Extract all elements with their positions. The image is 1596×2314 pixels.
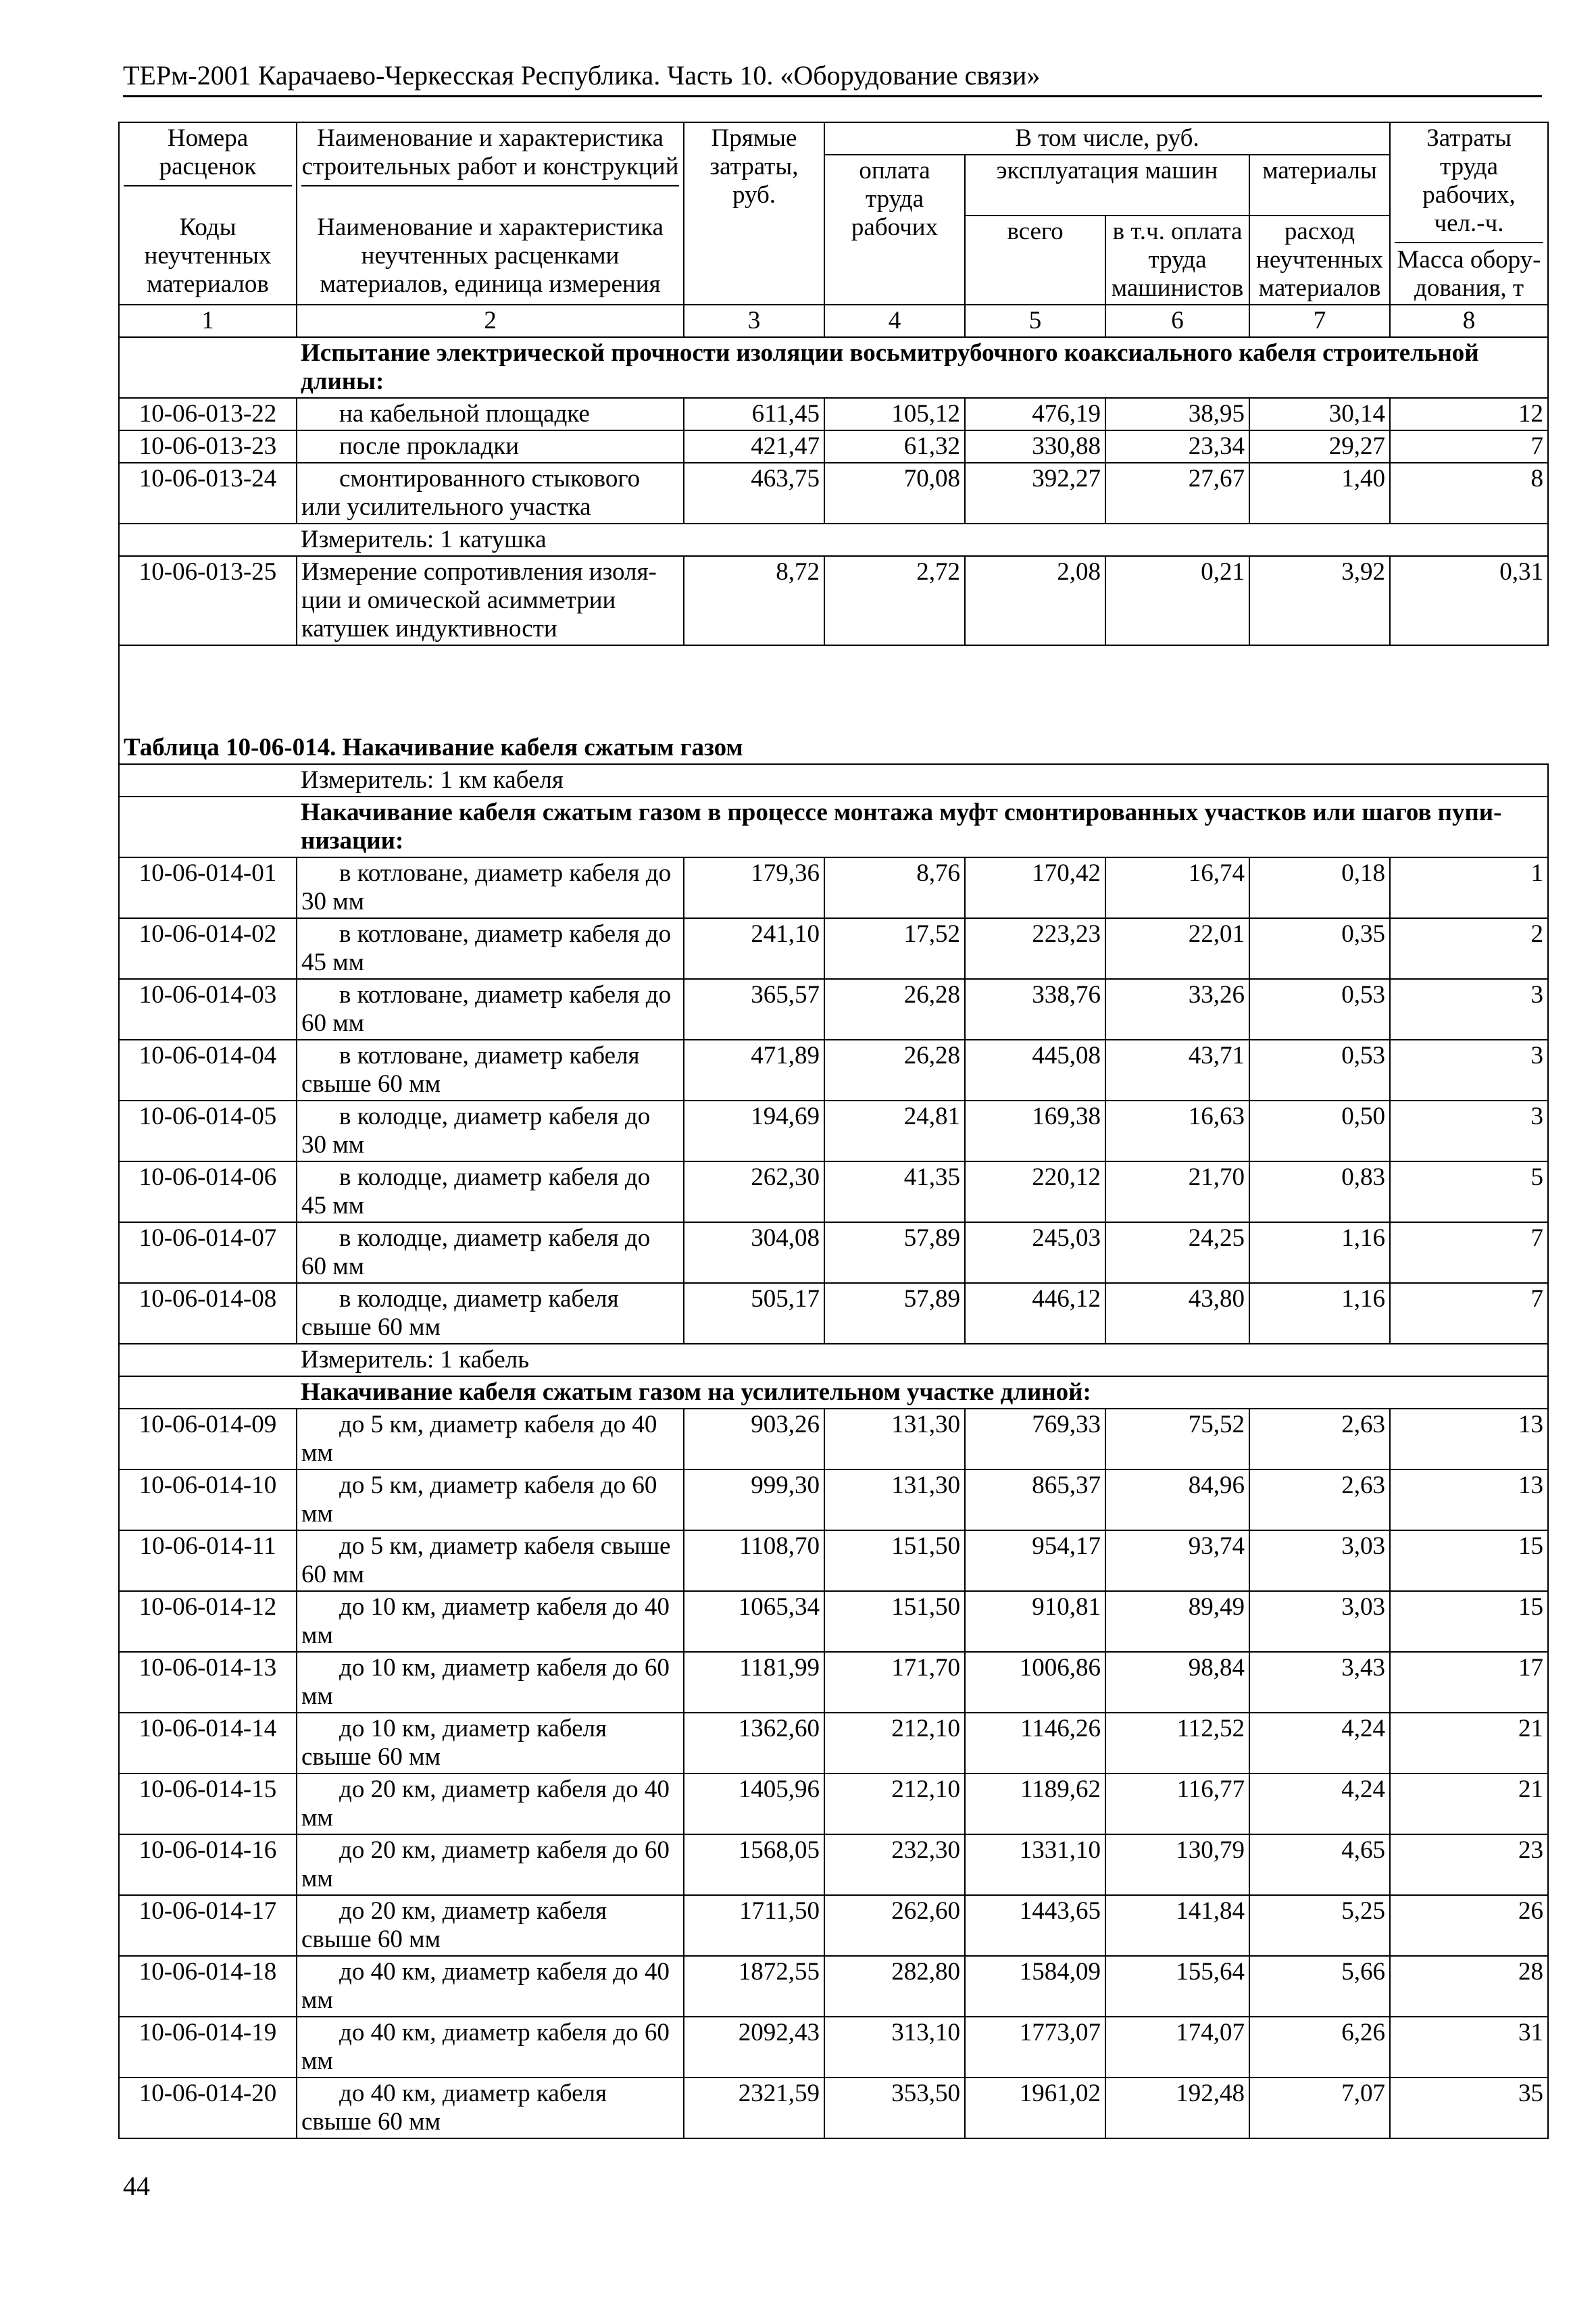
worker-wages-cell: 70,08 xyxy=(824,463,965,524)
rate-name-text: в колодце, диаметр кабеля до 60 мм xyxy=(301,1224,651,1280)
labor-costs-cell: 3 xyxy=(1390,1101,1548,1161)
rate-code: 10-06-014-15 xyxy=(119,1774,297,1834)
worker-wages-cell: 8,76 xyxy=(824,857,965,918)
worker-wages-cell: 26,28 xyxy=(824,1040,965,1101)
rate-name-text: в котловане, диаметр кабеля до 60 мм xyxy=(301,981,672,1037)
rate-code: 10-06-014-10 xyxy=(119,1469,297,1530)
rate-code: 10-06-014-19 xyxy=(119,2017,297,2078)
table-row xyxy=(119,1283,1548,1344)
direct-costs-cell: 2092,43 xyxy=(684,2017,824,2078)
rate-code: 10-06-013-25 xyxy=(119,556,297,645)
direct-costs-cell: 365,57 xyxy=(684,979,824,1040)
table-row xyxy=(119,398,1548,430)
materials-cell: 0,35 xyxy=(1249,918,1390,979)
machines-total-cell: 446,12 xyxy=(965,1283,1105,1344)
direct-costs-cell: 304,08 xyxy=(684,1222,824,1283)
page-number: 44 xyxy=(123,2171,150,2201)
materials-cell: 0,18 xyxy=(1249,857,1390,918)
table-row xyxy=(119,979,1548,1040)
labor-costs-cell: 7 xyxy=(1390,430,1548,463)
column-numbers-row xyxy=(119,305,1548,337)
col-number: 2 xyxy=(297,305,684,337)
rate-name-text: в колодце, диаметр кабеля до 30 мм xyxy=(301,1103,651,1159)
rate-code: 10-06-014-20 xyxy=(119,2078,297,2138)
materials-cell: 1,16 xyxy=(1249,1283,1390,1344)
unit-spacer xyxy=(119,1344,297,1376)
rate-name-text: до 20 км, диаметр кабеля до 40 мм xyxy=(301,1776,670,1832)
page-header: ТЕРм-2001 Карачаево-Черкесская Республика. Часть 10. «Оборудование связи» xyxy=(123,59,1542,97)
materials-cell: 5,25 xyxy=(1249,1895,1390,1956)
rate-name-text: до 10 км, диаметр кабеля до 60 мм xyxy=(301,1654,670,1710)
materials-cell: 3,03 xyxy=(1249,1530,1390,1591)
section-row xyxy=(119,337,1548,398)
rate-name xyxy=(297,556,684,645)
col-number: 8 xyxy=(1390,305,1548,337)
machinist-wages-cell: 155,64 xyxy=(1105,1956,1249,2017)
unit-label: Измеритель: 1 катушка xyxy=(297,524,1548,556)
machinist-wages-cell: 43,80 xyxy=(1105,1283,1249,1344)
rate-name xyxy=(297,979,684,1040)
worker-wages-cell: 131,30 xyxy=(824,1409,965,1469)
rate-code: 10-06-014-16 xyxy=(119,1834,297,1895)
machinist-wages-cell: 0,21 xyxy=(1105,556,1249,645)
table-row xyxy=(119,857,1548,918)
materials-cell: 6,26 xyxy=(1249,2017,1390,2078)
unit-spacer xyxy=(119,524,297,556)
machines-total-cell: 338,76 xyxy=(965,979,1105,1040)
machines-total-cell: 954,17 xyxy=(965,1530,1105,1591)
machines-total-cell: 220,12 xyxy=(965,1161,1105,1222)
direct-costs-cell: 1065,34 xyxy=(684,1591,824,1652)
machines-total-cell: 1331,10 xyxy=(965,1834,1105,1895)
col-labor-top: Затраты труда рабочих, чел.-ч. xyxy=(1422,124,1516,237)
materials-cell: 1,40 xyxy=(1249,463,1390,524)
direct-costs-cell: 463,75 xyxy=(684,463,824,524)
materials-cell: 0,53 xyxy=(1249,1040,1390,1101)
rate-name xyxy=(297,918,684,979)
machines-total-cell: 169,38 xyxy=(965,1101,1105,1161)
worker-wages-cell: 61,32 xyxy=(824,430,965,463)
machinist-wages-cell: 116,77 xyxy=(1105,1774,1249,1834)
direct-costs-cell: 505,17 xyxy=(684,1283,824,1344)
materials-cell: 0,50 xyxy=(1249,1101,1390,1161)
unit-row xyxy=(119,764,1548,797)
direct-costs-cell: 179,36 xyxy=(684,857,824,918)
col-number: 3 xyxy=(684,305,824,337)
labor-costs-cell: 15 xyxy=(1390,1591,1548,1652)
worker-wages-cell: 353,50 xyxy=(824,2078,965,2138)
rate-name xyxy=(297,1774,684,1834)
labor-costs-cell: 31 xyxy=(1390,2017,1548,2078)
rate-name-text: в котловане, диаметр кабеля свыше 60 мм xyxy=(301,1042,640,1098)
machinist-wages-cell: 174,07 xyxy=(1105,2017,1249,2078)
direct-costs-cell: 1108,70 xyxy=(684,1530,824,1591)
rate-name-text: в котловане, диаметр кабеля до 30 мм xyxy=(301,859,672,915)
table-row xyxy=(119,1469,1548,1530)
rate-name xyxy=(297,1956,684,2017)
materials-cell: 3,03 xyxy=(1249,1591,1390,1652)
table-row xyxy=(119,918,1548,979)
col-incl-header: В том числе, руб. xyxy=(824,122,1390,155)
subsection-row xyxy=(119,797,1548,857)
machines-total-cell: 330,88 xyxy=(965,430,1105,463)
rate-name xyxy=(297,1591,684,1652)
section-spacer xyxy=(119,797,297,857)
section-spacer xyxy=(119,337,297,398)
worker-wages-cell: 41,35 xyxy=(824,1161,965,1222)
materials-cell: 3,92 xyxy=(1249,556,1390,645)
machinist-wages-cell: 84,96 xyxy=(1105,1469,1249,1530)
table-row xyxy=(119,1591,1548,1652)
direct-costs-cell: 2321,59 xyxy=(684,2078,824,2138)
rate-code: 10-06-014-09 xyxy=(119,1409,297,1469)
labor-costs-cell: 28 xyxy=(1390,1956,1548,2017)
labor-costs-cell: 7 xyxy=(1390,1283,1548,1344)
rate-name xyxy=(297,2017,684,2078)
machines-total-cell: 476,19 xyxy=(965,398,1105,430)
rate-name xyxy=(297,1895,684,1956)
rate-name-text: до 20 км, диаметр кабеля свыше 60 мм xyxy=(301,1897,607,1953)
rate-code: 10-06-014-07 xyxy=(119,1222,297,1283)
rate-code: 10-06-014-05 xyxy=(119,1101,297,1161)
rate-code: 10-06-014-17 xyxy=(119,1895,297,1956)
direct-costs-cell: 903,26 xyxy=(684,1409,824,1469)
table-row xyxy=(119,1774,1548,1834)
labor-costs-cell: 3 xyxy=(1390,1040,1548,1101)
machines-total-cell: 170,42 xyxy=(965,857,1105,918)
rate-name xyxy=(297,430,684,463)
machines-total-cell: 392,27 xyxy=(965,463,1105,524)
col-code-bottom: Коды неучтенных материалов xyxy=(144,213,272,298)
col-name-header xyxy=(297,122,684,305)
direct-costs-cell: 1872,55 xyxy=(684,1956,824,2017)
machines-total-cell: 445,08 xyxy=(965,1040,1105,1101)
worker-wages-cell: 212,10 xyxy=(824,1713,965,1774)
direct-costs-cell: 421,47 xyxy=(684,430,824,463)
unit-label: Измеритель: 1 км кабеля xyxy=(297,764,1548,797)
col-machines-total: всего xyxy=(965,216,1105,305)
worker-wages-cell: 212,10 xyxy=(824,1774,965,1834)
rate-name-text: до 5 км, диаметр кабеля до 60 мм xyxy=(301,1472,657,1528)
table-row xyxy=(119,1713,1548,1774)
rate-name-text: до 20 км, диаметр кабеля до 60 мм xyxy=(301,1836,670,1892)
table-row xyxy=(119,2017,1548,2078)
labor-costs-cell: 5 xyxy=(1390,1161,1548,1222)
machines-total-cell: 245,03 xyxy=(965,1222,1105,1283)
labor-costs-cell: 13 xyxy=(1390,1469,1548,1530)
direct-costs-cell: 262,30 xyxy=(684,1161,824,1222)
worker-wages-cell: 171,70 xyxy=(824,1652,965,1713)
rate-code: 10-06-013-22 xyxy=(119,398,297,430)
table-row xyxy=(119,2078,1548,2138)
rate-code: 10-06-014-02 xyxy=(119,918,297,979)
direct-costs-cell: 999,30 xyxy=(684,1469,824,1530)
section-title: Накачивание кабеля сжатым газом в процессе монтажа муфт смонтированных участков или шагов пупи-низации: xyxy=(297,797,1548,857)
machinist-wages-cell: 75,52 xyxy=(1105,1409,1249,1469)
rate-code: 10-06-013-24 xyxy=(119,463,297,524)
direct-costs-cell: 611,45 xyxy=(684,398,824,430)
col-number: 6 xyxy=(1105,305,1249,337)
rate-name xyxy=(297,1283,684,1344)
rate-name xyxy=(297,1834,684,1895)
rate-code: 10-06-014-04 xyxy=(119,1040,297,1101)
col-wages: оплата труда рабочих xyxy=(824,155,965,305)
materials-cell: 3,43 xyxy=(1249,1652,1390,1713)
machines-total-cell: 1584,09 xyxy=(965,1956,1105,2017)
labor-costs-cell: 13 xyxy=(1390,1409,1548,1469)
rate-name-text: после прокладки xyxy=(339,432,520,460)
col-labor-bottom: Масса обору-дования, т xyxy=(1397,246,1541,302)
machinist-wages-cell: 130,79 xyxy=(1105,1834,1249,1895)
direct-costs-cell: 241,10 xyxy=(684,918,824,979)
rate-name xyxy=(297,1409,684,1469)
table-row xyxy=(119,1161,1548,1222)
materials-cell: 4,24 xyxy=(1249,1713,1390,1774)
table-title-row xyxy=(119,696,1548,764)
col-machinist-wages: в т.ч. оплата труда машинистов xyxy=(1105,216,1249,305)
machinist-wages-cell: 27,67 xyxy=(1105,463,1249,524)
col-machines: эксплуатация машин xyxy=(965,155,1249,216)
machinist-wages-cell: 98,84 xyxy=(1105,1652,1249,1713)
rate-name xyxy=(297,1713,684,1774)
labor-costs-cell: 12 xyxy=(1390,398,1548,430)
machinist-wages-cell: 38,95 xyxy=(1105,398,1249,430)
materials-cell: 4,24 xyxy=(1249,1774,1390,1834)
machinist-wages-cell: 16,74 xyxy=(1105,857,1249,918)
rate-name xyxy=(297,1652,684,1713)
direct-costs-cell: 1362,60 xyxy=(684,1713,824,1774)
direct-costs-cell: 1711,50 xyxy=(684,1895,824,1956)
table-row xyxy=(119,1895,1548,1956)
machinist-wages-cell: 21,70 xyxy=(1105,1161,1249,1222)
labor-costs-cell: 17 xyxy=(1390,1652,1548,1713)
table-row xyxy=(119,1652,1548,1713)
col-labor-header xyxy=(1390,122,1548,305)
table-spacer xyxy=(119,645,1548,696)
header-row xyxy=(119,122,1548,155)
col-name-bottom: Наименование и характеристика неучтенных расценками материалов, единица измерения xyxy=(317,213,664,298)
materials-cell: 1,16 xyxy=(1249,1222,1390,1283)
rate-name-text: до 10 км, диаметр кабеля свыше 60 мм xyxy=(301,1715,607,1771)
rate-code: 10-06-014-18 xyxy=(119,1956,297,2017)
materials-cell: 29,27 xyxy=(1249,430,1390,463)
rate-name-text: до 40 км, диаметр кабеля до 40 мм xyxy=(301,1958,670,2014)
machinist-wages-cell: 89,49 xyxy=(1105,1591,1249,1652)
rate-code: 10-06-014-01 xyxy=(119,857,297,918)
rate-name-text: до 5 км, диаметр кабеля свыше 60 мм xyxy=(301,1532,671,1588)
labor-costs-cell: 23 xyxy=(1390,1834,1548,1895)
rate-name xyxy=(297,1530,684,1591)
worker-wages-cell: 57,89 xyxy=(824,1283,965,1344)
col-material-consumption: расход неучтенных материалов xyxy=(1249,216,1390,305)
machinist-wages-cell: 112,52 xyxy=(1105,1713,1249,1774)
rate-code: 10-06-014-06 xyxy=(119,1161,297,1222)
materials-cell: 0,83 xyxy=(1249,1161,1390,1222)
rate-name-text: до 10 км, диаметр кабеля до 40 мм xyxy=(301,1593,670,1649)
materials-cell: 7,07 xyxy=(1249,2078,1390,2138)
direct-costs-cell: 1181,99 xyxy=(684,1652,824,1713)
rate-code: 10-06-014-14 xyxy=(119,1713,297,1774)
rate-code: 10-06-014-12 xyxy=(119,1591,297,1652)
rate-name xyxy=(297,398,684,430)
rate-code: 10-06-013-23 xyxy=(119,430,297,463)
machinist-wages-cell: 141,84 xyxy=(1105,1895,1249,1956)
rate-code: 10-06-014-11 xyxy=(119,1530,297,1591)
unit-spacer xyxy=(119,764,297,797)
direct-costs-cell: 1568,05 xyxy=(684,1834,824,1895)
machines-total-cell: 1961,02 xyxy=(965,2078,1105,2138)
rate-code: 10-06-014-13 xyxy=(119,1652,297,1713)
machines-total-cell: 1443,65 xyxy=(965,1895,1105,1956)
machines-total-cell: 2,08 xyxy=(965,556,1105,645)
subsection-row xyxy=(119,1376,1548,1409)
table-row xyxy=(119,1101,1548,1161)
unit-row xyxy=(119,524,1548,556)
col-number: 4 xyxy=(824,305,965,337)
labor-costs-cell: 2 xyxy=(1390,918,1548,979)
machines-total-cell: 223,23 xyxy=(965,918,1105,979)
labor-costs-cell: 21 xyxy=(1390,1713,1548,1774)
table-row xyxy=(119,1530,1548,1591)
labor-costs-cell: 8 xyxy=(1390,463,1548,524)
col-code-top: Номера расценок xyxy=(159,124,257,180)
rate-name xyxy=(297,1101,684,1161)
materials-cell: 2,63 xyxy=(1249,1409,1390,1469)
col-code-header xyxy=(119,122,297,305)
machinist-wages-cell: 93,74 xyxy=(1105,1530,1249,1591)
materials-cell: 2,63 xyxy=(1249,1469,1390,1530)
section-title: Накачивание кабеля сжатым газом на усилительном участке длиной: xyxy=(297,1376,1548,1409)
machines-total-cell: 769,33 xyxy=(965,1409,1105,1469)
rate-name-text: в колодце, диаметр кабеля свыше 60 мм xyxy=(301,1285,619,1341)
unit-row xyxy=(119,1344,1548,1376)
section-spacer xyxy=(119,1376,297,1409)
rate-name-text: Измерение сопротивления изоля-ции и омической асимметрии катушек индуктивности xyxy=(301,558,657,643)
rate-name-text: в котловане, диаметр кабеля до 45 мм xyxy=(301,920,672,976)
direct-costs-cell: 471,89 xyxy=(684,1040,824,1101)
labor-costs-cell: 15 xyxy=(1390,1530,1548,1591)
unit-label: Измеритель: 1 кабель xyxy=(297,1344,1548,1376)
worker-wages-cell: 2,72 xyxy=(824,556,965,645)
worker-wages-cell: 232,30 xyxy=(824,1834,965,1895)
machines-total-cell: 910,81 xyxy=(965,1591,1105,1652)
worker-wages-cell: 262,60 xyxy=(824,1895,965,1956)
worker-wages-cell: 131,30 xyxy=(824,1469,965,1530)
table-row xyxy=(119,1956,1548,2017)
col-number: 7 xyxy=(1249,305,1390,337)
worker-wages-cell: 26,28 xyxy=(824,979,965,1040)
col-direct-costs: Прямые затраты, руб. xyxy=(684,122,824,305)
rates-table xyxy=(118,122,1549,2139)
machines-total-cell: 1006,86 xyxy=(965,1652,1105,1713)
rate-name xyxy=(297,1222,684,1283)
machinist-wages-cell: 43,71 xyxy=(1105,1040,1249,1101)
table-row xyxy=(119,1222,1548,1283)
labor-costs-cell: 7 xyxy=(1390,1222,1548,1283)
materials-cell: 4,65 xyxy=(1249,1834,1390,1895)
rate-name xyxy=(297,2078,684,2138)
worker-wages-cell: 313,10 xyxy=(824,2017,965,2078)
rate-code: 10-06-014-03 xyxy=(119,979,297,1040)
table-row xyxy=(119,430,1548,463)
table-row xyxy=(119,1040,1548,1101)
direct-costs-cell: 1405,96 xyxy=(684,1774,824,1834)
rate-name xyxy=(297,1040,684,1101)
worker-wages-cell: 105,12 xyxy=(824,398,965,430)
rate-name xyxy=(297,857,684,918)
worker-wages-cell: 57,89 xyxy=(824,1222,965,1283)
rate-name-text: в колодце, диаметр кабеля до 45 мм xyxy=(301,1163,651,1219)
rate-name xyxy=(297,1469,684,1530)
col-number: 1 xyxy=(119,305,297,337)
machinist-wages-cell: 24,25 xyxy=(1105,1222,1249,1283)
machinist-wages-cell: 33,26 xyxy=(1105,979,1249,1040)
machines-total-cell: 1773,07 xyxy=(965,2017,1105,2078)
table-row xyxy=(119,1409,1548,1469)
labor-costs-cell: 3 xyxy=(1390,979,1548,1040)
table-row xyxy=(119,556,1548,645)
table-title: Таблица 10-06-014. Накачивание кабеля сжатым газом xyxy=(119,696,1548,764)
labor-costs-cell: 21 xyxy=(1390,1774,1548,1834)
table-row xyxy=(119,463,1548,524)
worker-wages-cell: 151,50 xyxy=(824,1591,965,1652)
spacer-cell xyxy=(119,645,1548,696)
rate-name-text: на кабельной площадке xyxy=(339,400,590,428)
machinist-wages-cell: 192,48 xyxy=(1105,2078,1249,2138)
materials-cell: 30,14 xyxy=(1249,398,1390,430)
labor-costs-cell: 26 xyxy=(1390,1895,1548,1956)
machines-total-cell: 1189,62 xyxy=(965,1774,1105,1834)
col-number: 5 xyxy=(965,305,1105,337)
rate-code: 10-06-014-08 xyxy=(119,1283,297,1344)
machinist-wages-cell: 16,63 xyxy=(1105,1101,1249,1161)
materials-cell: 0,53 xyxy=(1249,979,1390,1040)
section-title: Испытание электрической прочности изоляции восьмитрубочного коаксиального кабеля строительной длины: xyxy=(297,337,1548,398)
col-materials: материалы xyxy=(1249,155,1390,216)
worker-wages-cell: 24,81 xyxy=(824,1101,965,1161)
rate-name-text: до 5 км, диаметр кабеля до 40 мм xyxy=(301,1411,657,1467)
rate-name-text: до 40 км, диаметр кабеля свыше 60 мм xyxy=(301,2080,607,2136)
table-row xyxy=(119,1834,1548,1895)
rate-name xyxy=(297,463,684,524)
rate-name xyxy=(297,1161,684,1222)
machines-total-cell: 865,37 xyxy=(965,1469,1105,1530)
labor-costs-cell: 0,31 xyxy=(1390,556,1548,645)
machinist-wages-cell: 23,34 xyxy=(1105,430,1249,463)
rate-name-text: смонтированного стыкового или усилительного участка xyxy=(301,465,641,521)
worker-wages-cell: 17,52 xyxy=(824,918,965,979)
direct-costs-cell: 194,69 xyxy=(684,1101,824,1161)
machinist-wages-cell: 22,01 xyxy=(1105,918,1249,979)
labor-costs-cell: 1 xyxy=(1390,857,1548,918)
rate-name-text: до 40 км, диаметр кабеля до 60 мм xyxy=(301,2019,670,2075)
direct-costs-cell: 8,72 xyxy=(684,556,824,645)
col-name-top: Наименование и характеристика строительных работ и конструкций xyxy=(301,124,679,180)
worker-wages-cell: 282,80 xyxy=(824,1956,965,2017)
materials-cell: 5,66 xyxy=(1249,1956,1390,2017)
worker-wages-cell: 151,50 xyxy=(824,1530,965,1591)
labor-costs-cell: 35 xyxy=(1390,2078,1548,2138)
machines-total-cell: 1146,26 xyxy=(965,1713,1105,1774)
